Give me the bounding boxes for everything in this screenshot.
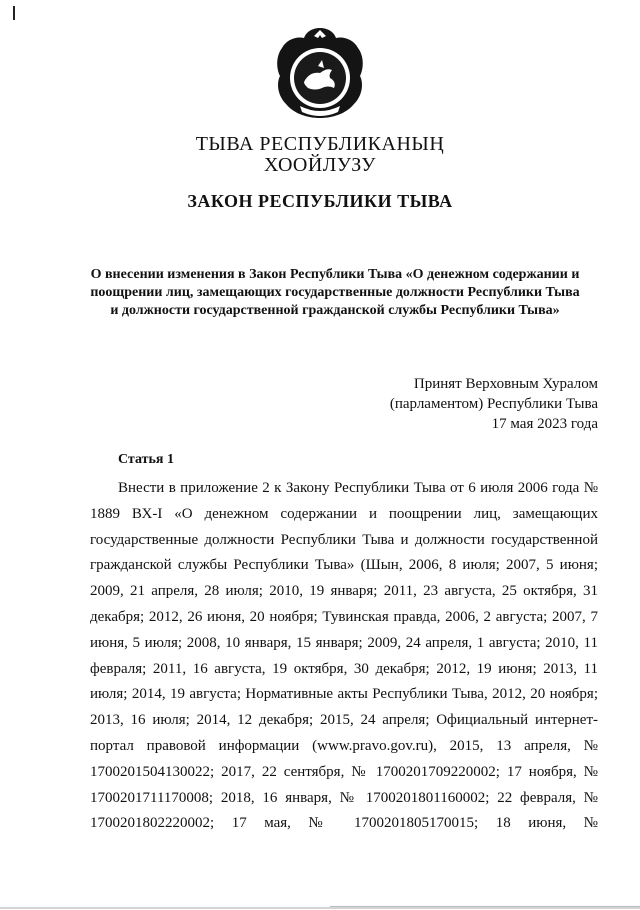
page-bottom-edge [0,907,640,909]
republic-law-header [0,134,640,176]
coat-of-arms-emblem [274,26,366,120]
law-title: О внесении изменения в Закон Республики Тыва «О денежном содержании и поощрении лиц, замещающих государственные должности Республики Тыва и должности государственной гражданской службы Республики Тыва» [90,267,580,318]
law-type-heading: ЗАКОН РЕСПУБЛИКИ ТЫВА [187,191,453,211]
adoption-line-2: (парламентом) Республики Тыва [389,396,598,412]
article-body [90,476,598,837]
header-line-2: ХООЙЛУЗУ [264,154,376,176]
header-line-1: ТЫВА РЕСПУБЛИКАНЫҢ [195,133,445,155]
adoption-block [390,374,598,434]
article-heading: Статья 1 [118,452,174,467]
page-bottom-shadow [330,906,640,907]
adoption-date: 17 мая 2023 года [491,416,598,432]
adoption-line-1: Принят Верховным Хуралом [413,376,598,392]
scan-edge-mark [13,6,15,20]
article-text: Внести в приложение 2 к Закону Республики Тыва от 6 июля 2006 года № 1889 ВХ-I «О денежном содержании и поощрении лиц, замещающих государственные должности Республики Тыва и должности государственной гражданской службы Республики Тыва» (Шын, 2006, 8 июля; 2007, 5 июня; 2009, 21 апреля, 28 июля; 2010, 19 января; 2011, 23 августа, 25 октября, 31 декабря; 2012, 26 июня, 20 ноября; Тувинская правда, 2006, 2 августа; 2007, 7 июня, 5 июля; 2008, 10 января, 15 января; 2009, 24 апреля, 1 августа; 2010, 11 февраля; 2011, 16 августа, 19 октября, 30 декабря; 2012, 19 июня; 2013, 11 июля; 2014, 19 августа; Нормативные акты Республики Тыва, 2012, 20 ноября; 2013, 16 июля; 2014, 12 декабря; 2015, 24 апреля; Официальный интернет-портал правовой информации (www.pravo.gov.ru), 2015, 13 апреля, № 1700201504130022; 2017, 22 сентября, № 1700201709220002; 17 ноября, № 1700201711170008; 2018, 16 января, № 1700201801160002; 22 февраля, № 1700201802220002; 17 мая, № 1700201805170015; 18 июня, № [90,480,598,832]
